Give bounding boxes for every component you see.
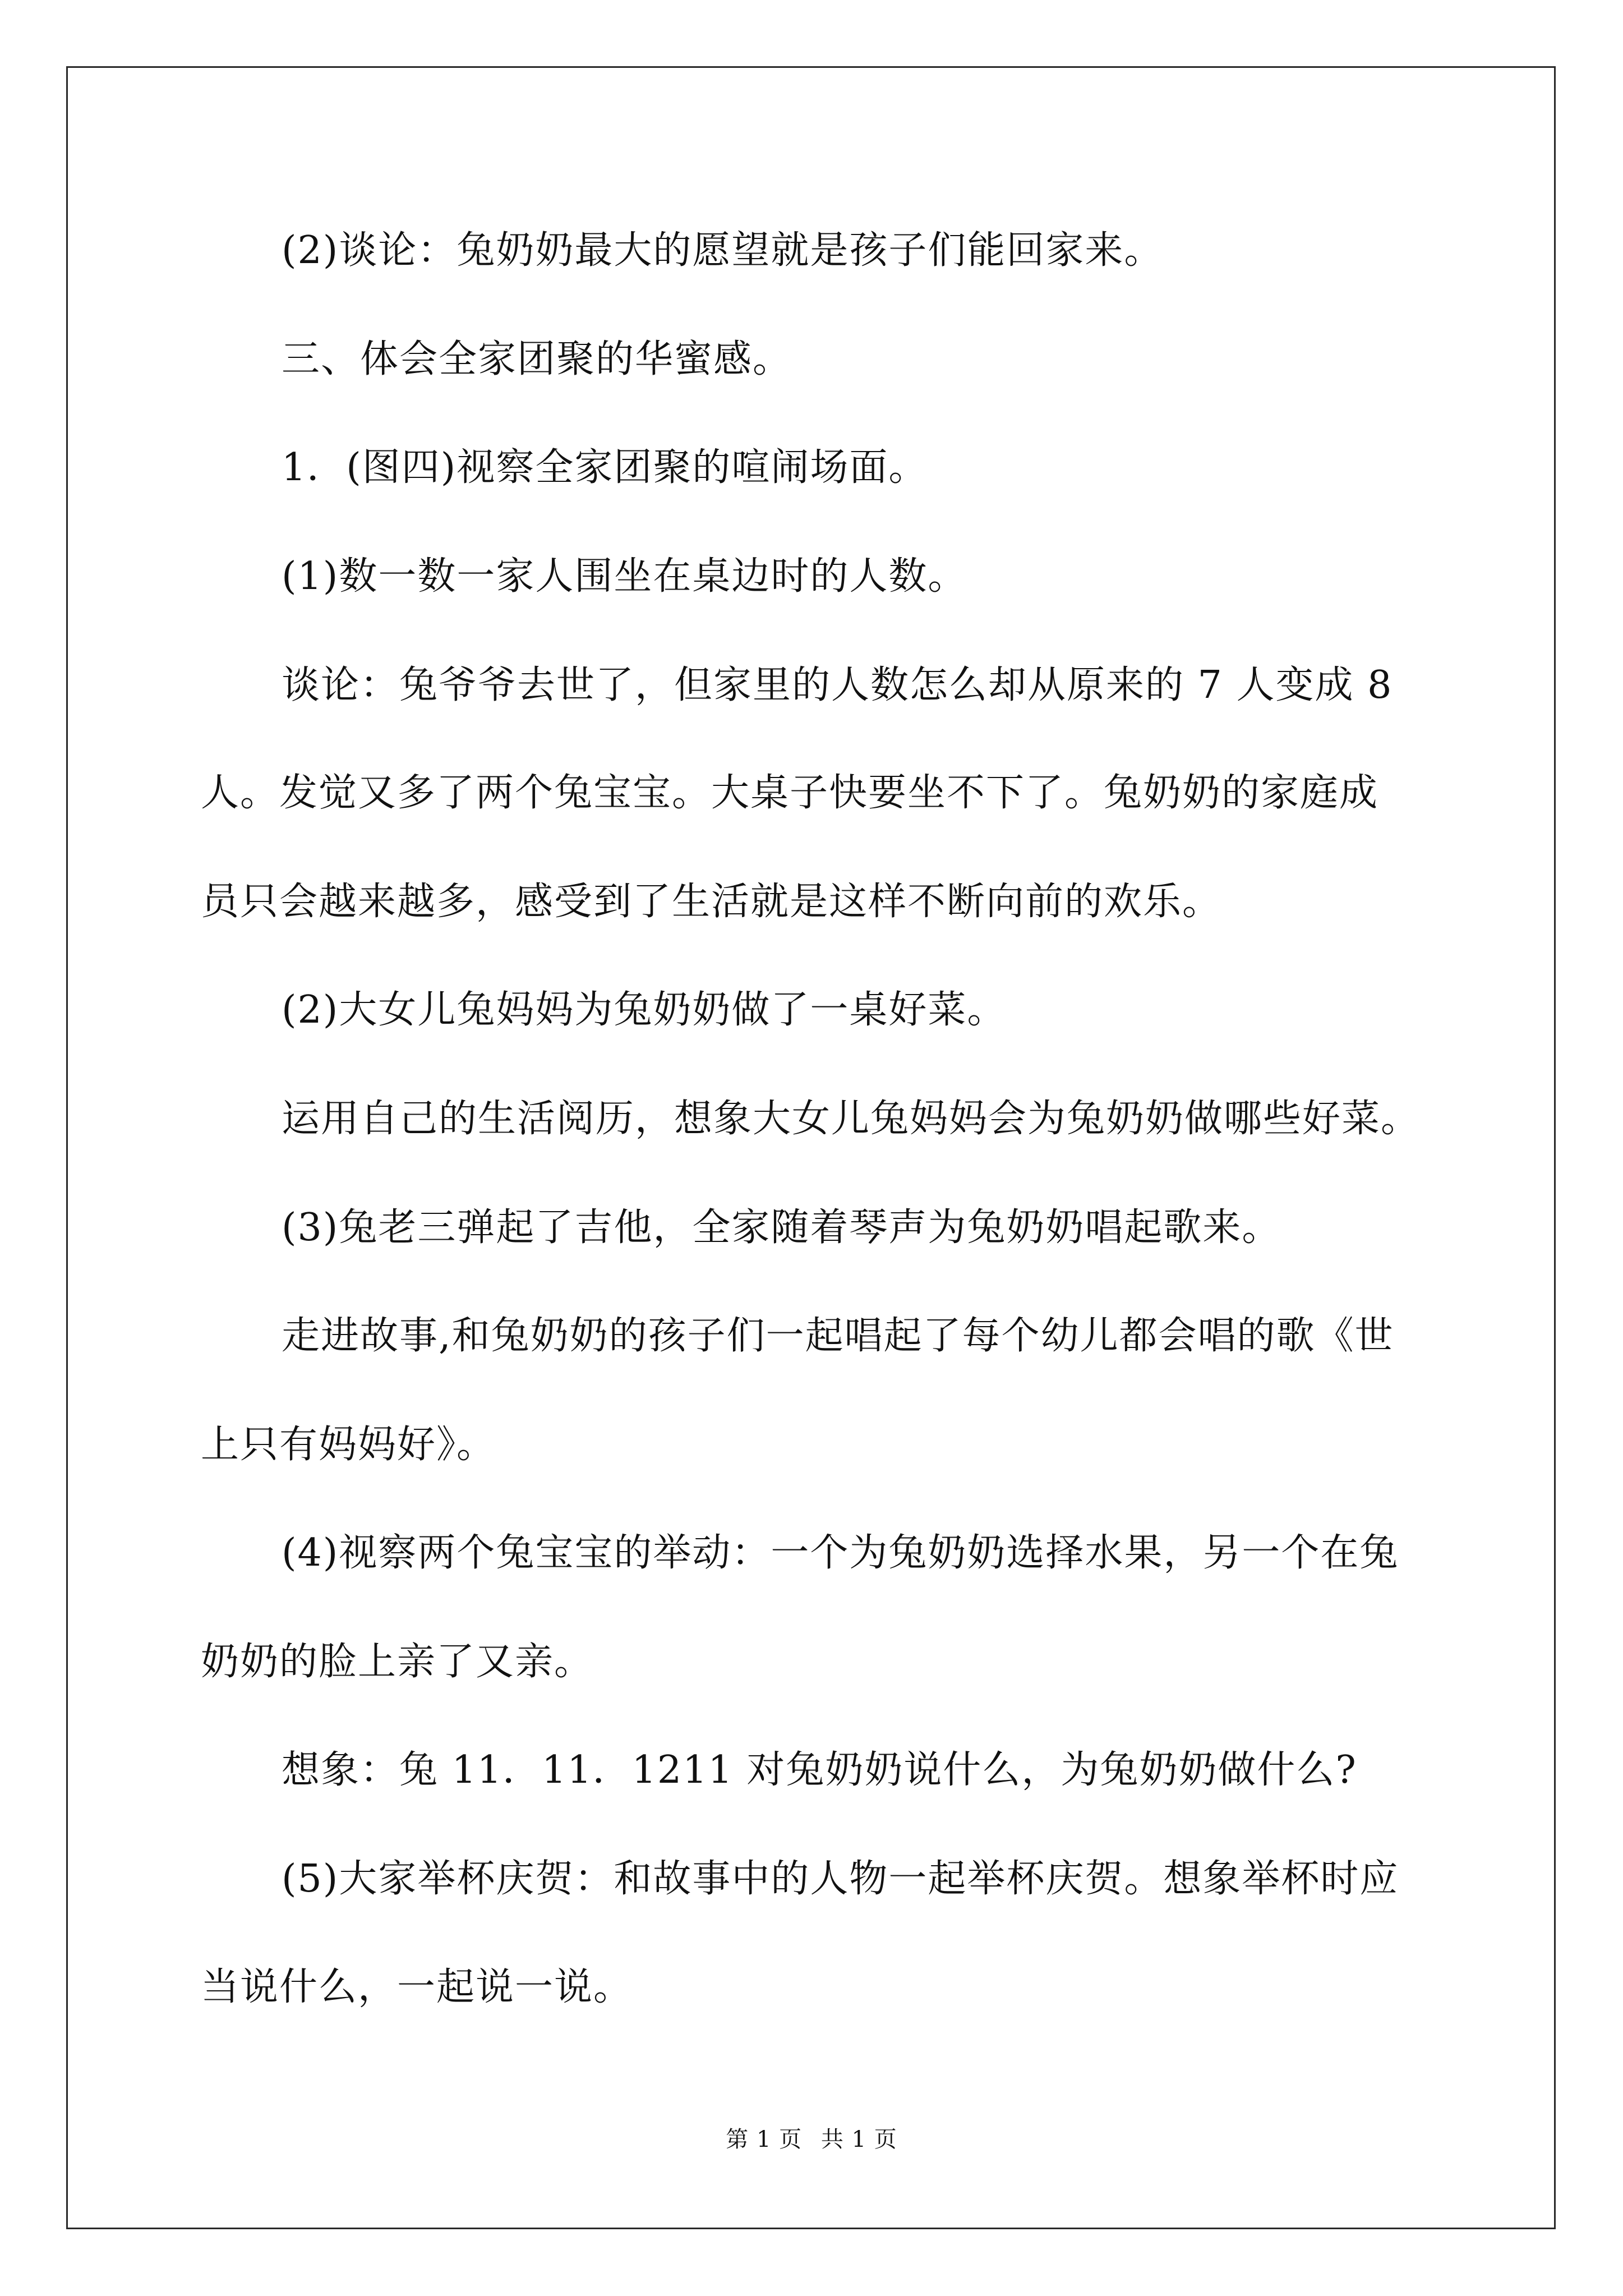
page-total: 共 1 页 [820, 2127, 897, 2152]
paragraph-line: (1)数一数一家人围坐在桌边时的人数。 [282, 554, 967, 599]
paragraph-line: 员只会越来越多，感受到了生活就是这样不断向前的欢乐。 [201, 880, 1222, 924]
page-border [66, 66, 1556, 2229]
paragraph-line: 上只有妈妈好》。 [201, 1423, 496, 1467]
paragraph-line: (3)兔老三弹起了吉他，全家随着琴声为兔奶奶唱起歌来。 [282, 1205, 1281, 1250]
paragraph-line: 走进故事,和兔奶奶的孩子们一起唱起了每个幼儿都会唱的歌《世 [282, 1314, 1394, 1358]
paragraph-line: (5)大家举杯庆贺：和故事中的人物一起举杯庆贺。想象举杯时应 [282, 1857, 1399, 1901]
paragraph-line: (2)谈论：兔奶奶最大的愿望就是孩子们能回家来。 [282, 228, 1164, 273]
paragraph-line: (4)视察两个兔宝宝的举动：一个为兔奶奶选择水果，另一个在兔 [282, 1531, 1399, 1575]
page-footer [0, 2122, 1623, 2154]
paragraph-line: 1．(图四)视察全家团聚的喧闹场面。 [282, 445, 928, 490]
paragraph-line: 人。发觉又多了两个兔宝宝。大桌子快要坐不下了。兔奶奶的家庭成 [201, 771, 1379, 815]
paragraph-line: 想象：兔 11．11．1211 对兔奶奶说什么，为兔奶奶做什么? [282, 1748, 1357, 1792]
paragraph-line: 奶奶的脸上亲了又亲。 [201, 1640, 594, 1684]
page-number: 第 1 页 [726, 2127, 803, 2152]
section-heading: 三、体会全家团聚的华蜜感。 [282, 337, 792, 381]
paragraph-line: 当说什么，一起说一说。 [201, 1965, 633, 2009]
paragraph-line: 谈论：兔爷爷去世了，但家里的人数怎么却从原来的 7 人变成 8 [282, 663, 1393, 707]
paragraph-line: (2)大女儿兔妈妈为兔奶奶做了一桌好菜。 [282, 988, 1007, 1032]
paragraph-line: 运用自己的生活阅历，想象大女儿兔妈妈会为兔奶奶做哪些好菜。 [282, 1097, 1421, 1141]
